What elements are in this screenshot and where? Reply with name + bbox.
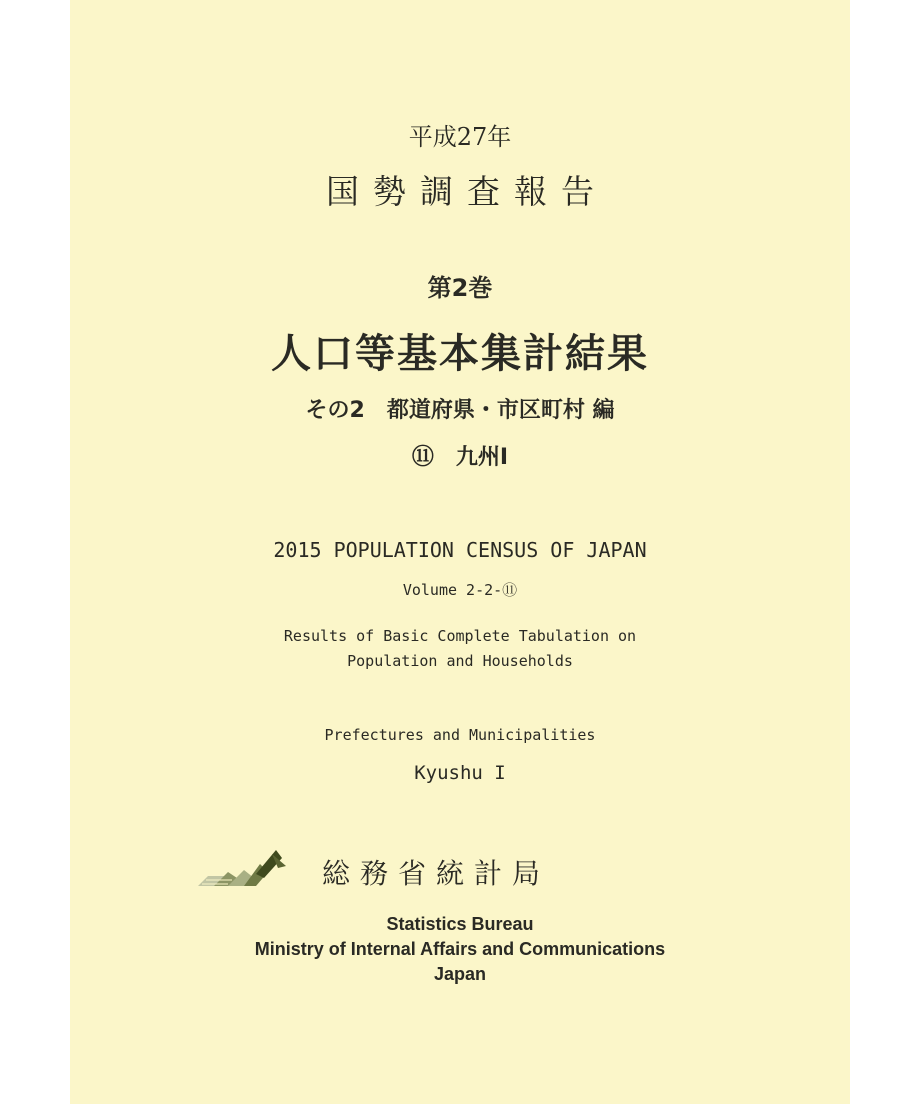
publisher-name-en-line2: Ministry of Internal Affairs and Communications (254, 939, 666, 959)
region-title-jp: ⑪ 九州Ⅰ (411, 445, 509, 470)
publisher-name-en-line3: Japan (433, 964, 487, 984)
era-year: 平成27年 (408, 123, 512, 151)
volume-number-jp: 第2巻 (427, 274, 493, 302)
region-title-en: Kyushu I (414, 762, 506, 784)
results-title-en-line1: Results of Basic Complete Tabulation on (283, 627, 637, 645)
volume-number-en: Volume 2-2-⑪ (402, 581, 518, 599)
main-title-jp: 人口等基本集計結果 (271, 331, 649, 377)
publisher-name-en-line1: Statistics Bureau (386, 914, 534, 934)
census-title-en: 2015 POPULATION CENSUS OF JAPAN (273, 538, 647, 562)
report-title: 国勢調査報告 (326, 172, 608, 211)
report-cover (70, 0, 850, 1104)
prefectures-title-en: Prefectures and Municipalities (324, 726, 596, 744)
part-title-jp: その2 都道府県・市区町村 編 (305, 398, 615, 423)
results-title-en-line2: Population and Households (347, 652, 573, 670)
statistics-bureau-logo-icon (198, 846, 288, 890)
publisher-name-jp: 総務省統計局 (322, 857, 551, 890)
